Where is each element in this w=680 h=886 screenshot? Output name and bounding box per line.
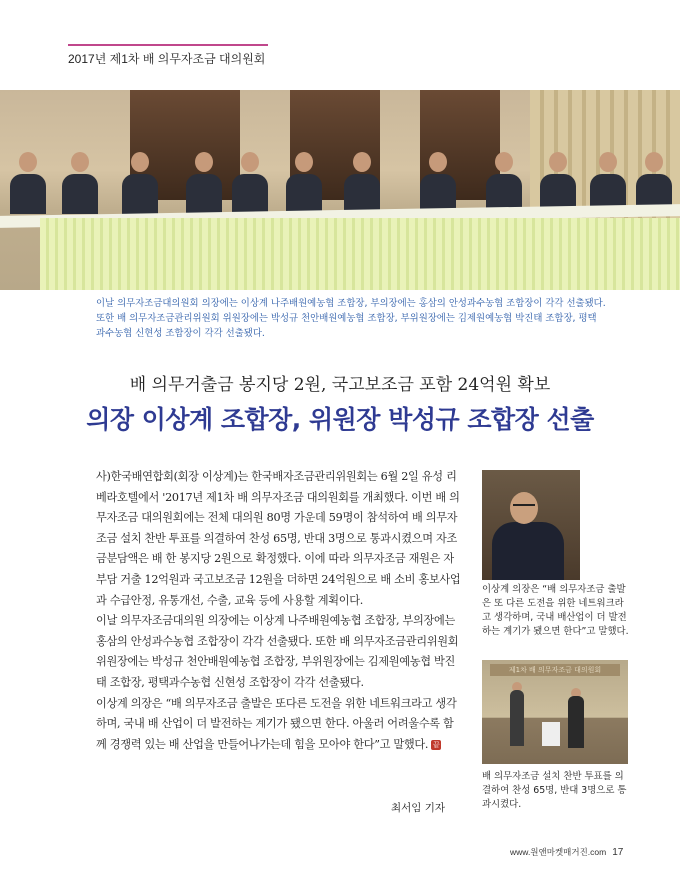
section-title: 2017년 제1차 배 의무자조금 대의원회 xyxy=(68,52,266,66)
attendee-figure xyxy=(286,152,322,212)
attendee-figure xyxy=(62,152,98,212)
chairman-photo-caption: 이상계 의장은 “배 의무자조금 출발은 또 다른 도전을 위한 네트워크라고 생각하며, 국내 배산업이 더 발전하는 계기가 됐으면 한다”고 말했다. xyxy=(482,584,629,637)
caption-line: 과수농협 신현성 조합장이 각각 선출됐다. xyxy=(96,328,265,339)
attendee-figure xyxy=(486,152,522,212)
chairman-photo xyxy=(482,470,580,580)
main-photo xyxy=(0,90,680,290)
page-number: 17 xyxy=(612,847,624,858)
article-paragraph-text: 이상계 의장은 “배 의무자조금 출발은 또다른 도전을 위한 네트워크라고 생각하며, 국내 배 산업이 더 발전하는 계기가 됐으면 한다. 아울러 어려울수록 함께 경쟁력 있는 배 산업을 만들어나가는데 힘을 모아야 한다”고 말했다. xyxy=(96,696,457,751)
article-paragraph xyxy=(96,694,463,756)
byline: 최서임 기자 xyxy=(391,802,446,814)
article-paragraph: 이날 의무자조금대의원 의장에는 이상계 나주배원예농협 조합장, 부의장에는 홍삼의 안성과수농협 조합장이 각각 선출됐다. 또한 배 의무자조금관리위원회 위원장에는 박성규 천안배원예농협 조합장, 부위원장에는 김제원예농협 박진태 조합장, 평택과수농협 신현성 조합장이 각각 선출됐다. xyxy=(96,614,459,689)
article-subtitle: 배 의무거출금 봉지당 2원, 국고보조금 포함 24억원 확보 xyxy=(129,375,551,395)
ballot-box xyxy=(542,722,560,746)
vote-photo-caption: 배 의무자조금 설치 찬반 투표를 의결하여 찬성 65명, 반대 3명으로 통과시켰다. xyxy=(482,771,627,810)
attendee-figure xyxy=(344,152,380,212)
article-body xyxy=(96,467,463,755)
figure-body xyxy=(510,690,524,746)
attendee-figure xyxy=(122,152,158,212)
attendee-figure xyxy=(636,152,672,212)
page-footer xyxy=(510,846,623,858)
article-paragraph: 사)한국배연합회(회장 이상계)는 한국배자조금관리위원회는 6월 2일 유성 리베라호텔에서 '2017년 제1차 배 의무자조금 대의원회를 개최했다. 이번 배 의무자조금 대의원회에는 전체 대의원 80명 가운데 59명이 참석하여 배 의무자조금 설치 찬반 투표를 의결하여 찬성 65명, 반대 3명으로 통과시켰으며 자조금분담액은 배 한 봉지당 2원으로 확정했다. 이에 따라 의무자조금 재원은 자부담 거출 12억원과 국고보조금 12원을 더하면 24억원으로 배 소비 홍보사업과 수급안정, 유통개선, 수출, 교육 등에 사용할 계획이다. xyxy=(96,470,461,607)
caption-line: 또한 배 의무자조금관리위원회 위원장에는 박성규 천안배원예농협 조합장, 부위원장에는 김제원예농협 박진태 조합장, 평택 xyxy=(96,313,597,324)
attendee-figure xyxy=(10,152,46,212)
event-banner: 제1차 배 의무자조금 대의원회 xyxy=(490,664,620,676)
caption-line: 이날 의무자조금대의원회 의장에는 이상계 나주배원예농협 조합장, 부의장에는 홍삼의 안성과수농협 조합장이 각각 선출됐다. xyxy=(96,298,606,309)
attendee-figure xyxy=(590,152,626,212)
article-headline: 의장 이상계 조합장, 위원장 박성규 조합장 선출 xyxy=(86,405,594,434)
glasses xyxy=(513,504,535,510)
attendee-figure xyxy=(420,152,456,212)
attendee-figure xyxy=(232,152,268,212)
main-photo-caption xyxy=(96,296,616,341)
end-mark-icon: 끝 xyxy=(432,740,440,749)
vote-photo xyxy=(482,660,628,764)
header-rule xyxy=(68,44,268,46)
attendee-figure xyxy=(540,152,576,212)
figure-body xyxy=(492,522,564,580)
footer-site: www.원앤마켓매거진.com xyxy=(510,847,607,857)
attendee-figure xyxy=(186,152,222,212)
conference-table-skirt xyxy=(40,218,680,290)
figure-body xyxy=(568,696,584,748)
